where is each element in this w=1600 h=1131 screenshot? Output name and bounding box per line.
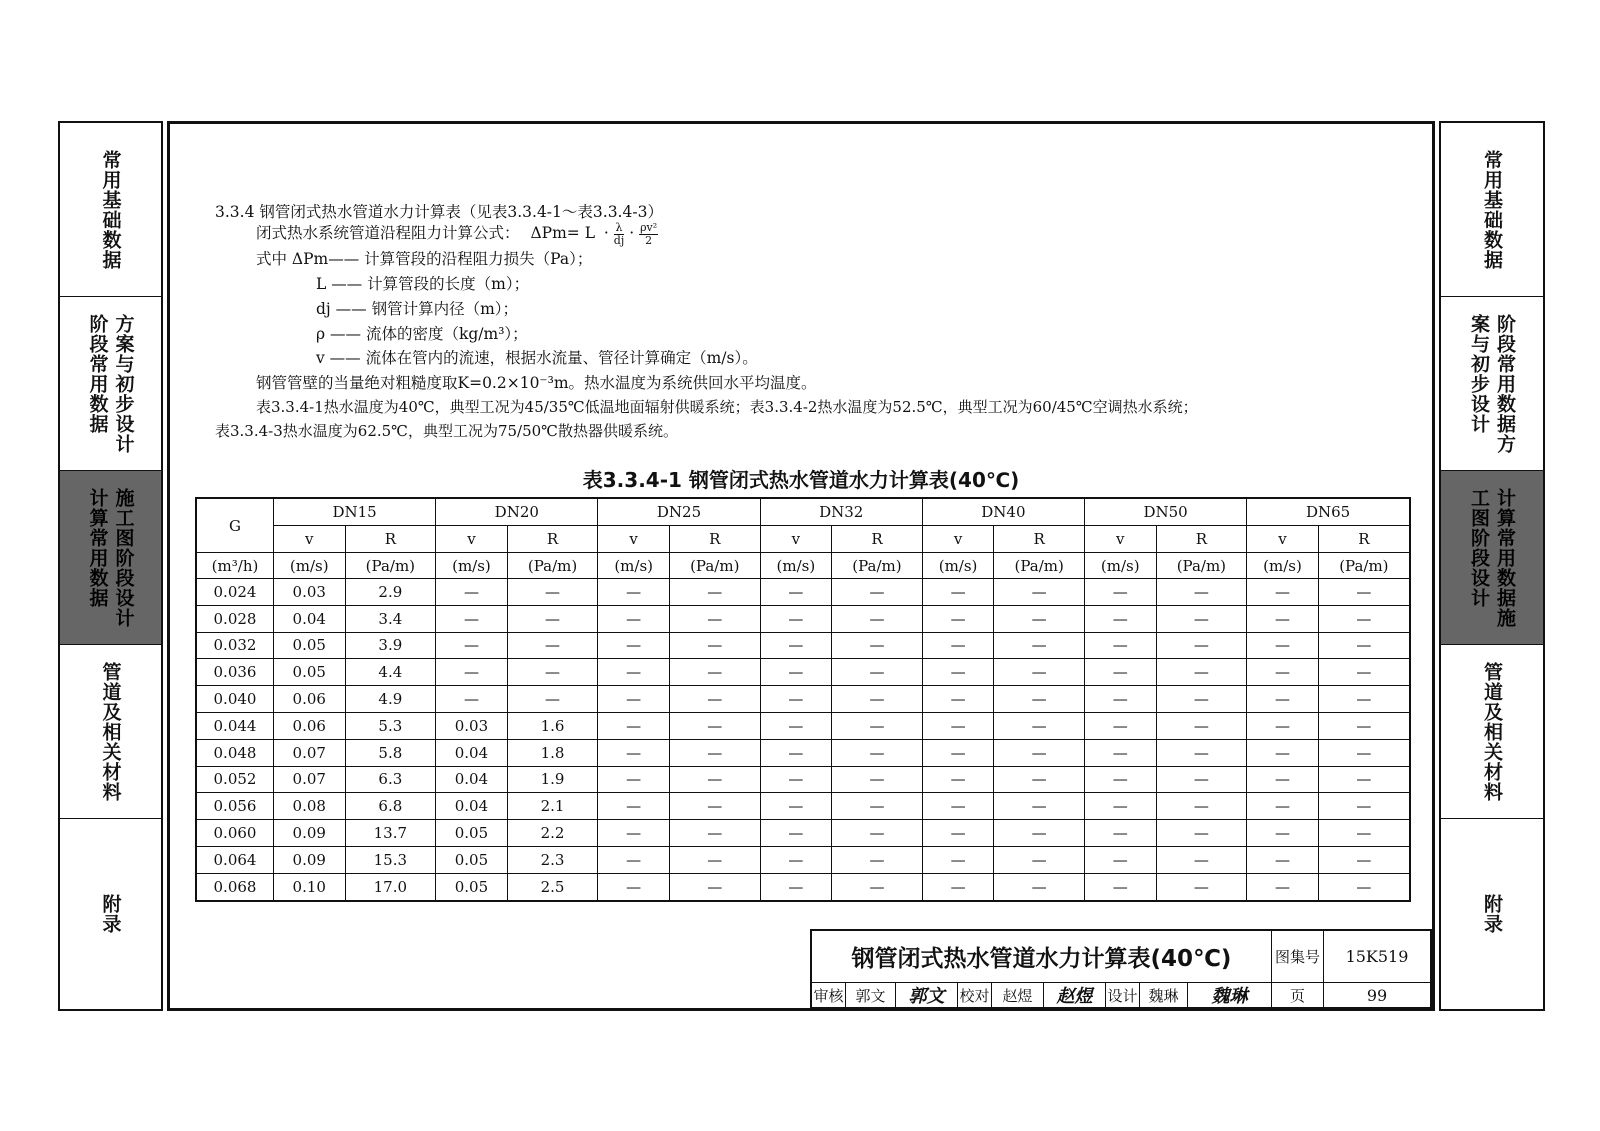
resistance-cell: — <box>994 873 1085 900</box>
velocity-cell: 0.09 <box>274 820 346 847</box>
resistance-cell: 3.9 <box>345 632 436 659</box>
resistance-cell: — <box>994 712 1085 739</box>
resistance-cell: — <box>832 873 923 900</box>
right-tab-2[interactable] <box>1441 297 1543 471</box>
velocity-cell: — <box>922 579 994 606</box>
resistance-cell: — <box>1156 873 1247 900</box>
table-title: 表3.3.4-1 钢管闭式热水管道水力计算表(40℃) <box>582 468 1020 492</box>
velocity-cell: — <box>1085 579 1157 606</box>
velocity-cell: 0.04 <box>274 605 346 632</box>
definition-l: L —— 计算管段的长度（m）； <box>316 275 530 293</box>
resistance-cell: — <box>1156 739 1247 766</box>
right-section-nav <box>1439 121 1545 1011</box>
velocity-cell: — <box>922 605 994 632</box>
left-tab-label: 附录 <box>99 894 122 934</box>
resistance-cell: — <box>1318 793 1410 820</box>
table-row <box>196 846 1410 873</box>
velocity-cell: 0.05 <box>274 632 346 659</box>
resistance-unit: (Pa/m) <box>345 553 436 579</box>
resistance-cell: 1.8 <box>507 739 598 766</box>
velocity-cell: — <box>598 820 670 847</box>
resistance-cell: — <box>669 632 760 659</box>
left-tab-label: 施工图阶段设计计算常用数据 <box>86 487 135 628</box>
resistance-cell: — <box>1318 686 1410 713</box>
atlas-label: 图集号 <box>1272 931 1324 983</box>
velocity-cell: — <box>760 739 832 766</box>
velocity-unit: (m/s) <box>1085 553 1157 579</box>
right-tab-label: 阶段常用数据方案与初步设计 <box>1468 313 1516 454</box>
velocity-cell: 0.05 <box>436 846 508 873</box>
resistance-header: R <box>345 526 436 553</box>
resistance-cell: — <box>507 579 598 606</box>
resistance-cell: — <box>669 659 760 686</box>
flow-cell: 0.052 <box>196 766 274 793</box>
velocity-cell: — <box>598 579 670 606</box>
velocity-header: v <box>760 526 832 553</box>
flow-cell: 0.032 <box>196 632 274 659</box>
resistance-unit: (Pa/m) <box>832 553 923 579</box>
velocity-cell: — <box>598 739 670 766</box>
resistance-cell: 2.3 <box>507 846 598 873</box>
condition-note-2: 表3.3.4-3热水温度为62.5℃，典型工况为75/50℃散热器供暖系统。 <box>215 422 678 440</box>
velocity-cell: — <box>1085 739 1157 766</box>
condition-note-1: 表3.3.4-1热水温度为40℃，典型工况为45/35℃低温地面辐射供暖系统；表3.3.4-2热水温度为52.5℃，典型工况为60/45℃空调热水系统； <box>256 398 1198 416</box>
flow-cell: 0.024 <box>196 579 274 606</box>
velocity-cell: — <box>1085 659 1157 686</box>
resistance-cell: 1.9 <box>507 766 598 793</box>
resistance-cell: — <box>832 605 923 632</box>
checker-name: 赵煜 <box>992 983 1044 1007</box>
velocity-cell: 0.06 <box>274 686 346 713</box>
resistance-header: R <box>507 526 598 553</box>
left-tab-3[interactable] <box>60 471 161 645</box>
velocity-unit: (m/s) <box>922 553 994 579</box>
formula-fraction-dynamic: $\frac{\text{ρv²}}{2}$ <box>640 220 658 247</box>
checker-signature: 赵煜 <box>1044 983 1106 1007</box>
pipe-size-header: DN15 <box>274 498 436 526</box>
resistance-cell: — <box>669 579 760 606</box>
resistance-cell: — <box>669 766 760 793</box>
velocity-cell: — <box>1247 820 1319 847</box>
velocity-cell: — <box>598 605 670 632</box>
title-block <box>810 929 1432 1009</box>
resistance-cell: — <box>832 632 923 659</box>
resistance-cell: — <box>832 846 923 873</box>
velocity-cell: — <box>1247 712 1319 739</box>
formula-intro: 闭式热水系统管道沿程阻力计算公式： <box>256 224 520 242</box>
resistance-cell: — <box>994 846 1085 873</box>
table-row <box>196 739 1410 766</box>
velocity-cell: — <box>1247 793 1319 820</box>
velocity-cell: — <box>760 846 832 873</box>
velocity-cell: 0.09 <box>274 846 346 873</box>
velocity-cell: 0.05 <box>274 659 346 686</box>
resistance-cell: 6.8 <box>345 793 436 820</box>
resistance-cell: — <box>832 739 923 766</box>
velocity-cell: — <box>1247 686 1319 713</box>
resistance-cell: 4.9 <box>345 686 436 713</box>
page-label: 页 <box>1272 983 1324 1007</box>
flow-cell: 0.060 <box>196 820 274 847</box>
resistance-cell: — <box>994 793 1085 820</box>
resistance-cell: — <box>832 793 923 820</box>
formula-line: 闭式热水系统管道沿程阻力计算公式： ΔPm= L · $\frac{\lambda}{dj}$ · $\frac{\text{ρv²}}{2}$ <box>256 220 658 247</box>
velocity-cell: — <box>1247 605 1319 632</box>
resistance-unit: (Pa/m) <box>1156 553 1247 579</box>
velocity-cell: — <box>1247 766 1319 793</box>
resistance-cell: — <box>1156 793 1247 820</box>
resistance-cell: — <box>1156 686 1247 713</box>
resistance-cell: — <box>1318 766 1410 793</box>
resistance-cell: — <box>994 579 1085 606</box>
velocity-header: v <box>922 526 994 553</box>
hydraulic-table <box>195 497 1411 902</box>
resistance-cell: — <box>507 686 598 713</box>
left-tab-label: 常用基础数据 <box>99 149 122 270</box>
velocity-cell: — <box>1085 873 1157 900</box>
velocity-cell: 0.08 <box>274 793 346 820</box>
resistance-cell: 13.7 <box>345 820 436 847</box>
velocity-cell: 0.07 <box>274 766 346 793</box>
table-row <box>196 873 1410 900</box>
velocity-cell: — <box>1085 632 1157 659</box>
definition-dpm: 式中 ΔPm—— 计算管段的沿程阻力损失（Pa）； <box>256 250 593 268</box>
resistance-cell: — <box>994 632 1085 659</box>
right-tab-label: 常用基础数据 <box>1481 149 1503 270</box>
resistance-cell: — <box>669 820 760 847</box>
resistance-header: R <box>994 526 1085 553</box>
velocity-cell: 0.05 <box>436 873 508 900</box>
resistance-cell: — <box>669 873 760 900</box>
velocity-cell: — <box>922 632 994 659</box>
velocity-cell: — <box>922 846 994 873</box>
velocity-cell: — <box>760 793 832 820</box>
flow-cell: 0.028 <box>196 605 274 632</box>
resistance-unit: (Pa/m) <box>507 553 598 579</box>
formula-fraction-lambda: $\frac{\lambda}{dj}$ <box>613 220 625 247</box>
table-row <box>196 605 1410 632</box>
velocity-cell: — <box>1085 766 1157 793</box>
velocity-cell: — <box>598 686 670 713</box>
right-tab-4[interactable] <box>1441 645 1543 819</box>
velocity-cell: — <box>1085 820 1157 847</box>
velocity-cell: — <box>760 873 832 900</box>
resistance-cell: — <box>669 793 760 820</box>
left-tab-5[interactable] <box>60 819 161 1009</box>
review-label: 审核 <box>812 983 846 1007</box>
velocity-cell: — <box>598 766 670 793</box>
resistance-cell: — <box>507 605 598 632</box>
table-row <box>196 766 1410 793</box>
definition-dj: dj —— 钢管计算内径（m）； <box>316 300 519 318</box>
resistance-cell: — <box>832 820 923 847</box>
resistance-cell: — <box>1318 632 1410 659</box>
pipe-size-header: DN20 <box>436 498 598 526</box>
velocity-cell: 0.04 <box>436 739 508 766</box>
page-number: 99 <box>1366 985 1388 1005</box>
resistance-cell: — <box>669 712 760 739</box>
resistance-cell: — <box>669 605 760 632</box>
resistance-cell: — <box>1156 579 1247 606</box>
resistance-cell: — <box>1318 846 1410 873</box>
flow-cell: 0.048 <box>196 739 274 766</box>
roughness-note: 钢管管壁的当量绝对粗糙度取K=0.2×10⁻³m。热水温度为系统供回水平均温度。 <box>256 374 817 392</box>
table-row <box>196 579 1410 606</box>
right-tab-3[interactable] <box>1441 471 1543 645</box>
velocity-cell: — <box>760 820 832 847</box>
velocity-header: v <box>1247 526 1319 553</box>
resistance-cell: — <box>1318 739 1410 766</box>
velocity-cell: — <box>1247 659 1319 686</box>
resistance-cell: — <box>832 766 923 793</box>
pipe-size-header: DN50 <box>1085 498 1247 526</box>
reviewer-name: 郭文 <box>846 983 896 1007</box>
left-tab-4[interactable] <box>60 645 161 819</box>
resistance-cell: — <box>1156 605 1247 632</box>
pipe-size-header: DN32 <box>760 498 922 526</box>
resistance-cell: 2.1 <box>507 793 598 820</box>
resistance-header: R <box>832 526 923 553</box>
resistance-cell: 6.3 <box>345 766 436 793</box>
velocity-cell: — <box>1085 712 1157 739</box>
resistance-cell: 2.9 <box>345 579 436 606</box>
velocity-cell: — <box>760 632 832 659</box>
velocity-cell: — <box>1085 846 1157 873</box>
velocity-cell: — <box>1085 686 1157 713</box>
resistance-cell: 3.4 <box>345 605 436 632</box>
velocity-header: v <box>274 526 346 553</box>
definition-rho: ρ —— 流体的密度（kg/m³）； <box>316 325 528 343</box>
resistance-cell: — <box>669 846 760 873</box>
velocity-cell: — <box>598 793 670 820</box>
resistance-cell: — <box>994 766 1085 793</box>
velocity-cell: — <box>760 579 832 606</box>
resistance-cell: — <box>994 820 1085 847</box>
right-tab-1[interactable] <box>1441 123 1543 297</box>
velocity-cell: — <box>1247 632 1319 659</box>
velocity-cell: — <box>1085 605 1157 632</box>
flow-column-header: G <box>196 498 274 553</box>
resistance-cell: — <box>1318 712 1410 739</box>
velocity-cell: — <box>436 632 508 659</box>
velocity-cell: — <box>760 605 832 632</box>
resistance-cell: — <box>994 686 1085 713</box>
reviewer-signature: 郭文 <box>896 983 958 1007</box>
right-tab-5[interactable] <box>1441 819 1543 1009</box>
velocity-header: v <box>436 526 508 553</box>
velocity-cell: — <box>760 712 832 739</box>
resistance-header: R <box>1156 526 1247 553</box>
velocity-unit: (m/s) <box>760 553 832 579</box>
table-row <box>196 686 1410 713</box>
section-heading: 3.3.4 钢管闭式热水管道水力计算表（见表3.3.4-1～表3.3.4-3） <box>215 203 663 221</box>
velocity-cell: — <box>922 686 994 713</box>
velocity-cell: — <box>598 712 670 739</box>
resistance-header: R <box>669 526 760 553</box>
velocity-cell: — <box>1247 579 1319 606</box>
velocity-cell: 0.04 <box>436 766 508 793</box>
atlas-number: 15K519 <box>1324 931 1430 983</box>
check-label: 校对 <box>958 983 992 1007</box>
resistance-cell: — <box>1156 846 1247 873</box>
resistance-cell: — <box>1318 820 1410 847</box>
resistance-cell: 2.2 <box>507 820 598 847</box>
resistance-cell: — <box>669 739 760 766</box>
resistance-cell: — <box>507 659 598 686</box>
velocity-cell: — <box>598 659 670 686</box>
resistance-cell: 5.3 <box>345 712 436 739</box>
resistance-cell: 15.3 <box>345 846 436 873</box>
velocity-cell: — <box>1247 846 1319 873</box>
velocity-cell: — <box>760 659 832 686</box>
table-row <box>196 712 1410 739</box>
resistance-cell: 2.5 <box>507 873 598 900</box>
table-row <box>196 820 1410 847</box>
velocity-cell: — <box>760 766 832 793</box>
resistance-cell: 1.6 <box>507 712 598 739</box>
pipe-size-header: DN40 <box>922 498 1084 526</box>
velocity-cell: 0.07 <box>274 739 346 766</box>
designer-signature: 魏琳 <box>1188 983 1272 1007</box>
resistance-cell: 4.4 <box>345 659 436 686</box>
left-tab-2[interactable] <box>60 297 161 471</box>
velocity-cell: 0.06 <box>274 712 346 739</box>
design-label: 设计 <box>1106 983 1140 1007</box>
table-row <box>196 659 1410 686</box>
resistance-cell: — <box>669 686 760 713</box>
velocity-cell: — <box>1247 739 1319 766</box>
velocity-cell: 0.03 <box>274 579 346 606</box>
flow-cell: 0.064 <box>196 846 274 873</box>
left-tab-label: 管道及相关材料 <box>99 661 122 802</box>
velocity-cell: 0.05 <box>436 820 508 847</box>
resistance-unit: (Pa/m) <box>1318 553 1410 579</box>
resistance-cell: — <box>1318 605 1410 632</box>
resistance-cell: — <box>832 686 923 713</box>
velocity-cell: — <box>436 579 508 606</box>
velocity-cell: — <box>922 873 994 900</box>
velocity-header: v <box>1085 526 1157 553</box>
velocity-header: v <box>598 526 670 553</box>
velocity-unit: (m/s) <box>1247 553 1319 579</box>
resistance-cell: — <box>994 739 1085 766</box>
table-row <box>196 632 1410 659</box>
velocity-cell: — <box>1247 873 1319 900</box>
resistance-cell: — <box>1156 820 1247 847</box>
definition-v: v —— 流体在管内的流速，根据水流量、管径计算确定（m/s）。 <box>316 349 758 367</box>
resistance-cell: — <box>832 579 923 606</box>
drawing-frame <box>167 121 1435 1011</box>
velocity-cell: — <box>922 739 994 766</box>
right-tab-label: 计算常用数据施工图阶段设计 <box>1468 487 1516 628</box>
left-section-nav <box>58 121 163 1011</box>
left-tab-1[interactable] <box>60 123 161 297</box>
right-tab-label: 管道及相关材料 <box>1481 661 1503 802</box>
velocity-cell: — <box>436 686 508 713</box>
resistance-cell: — <box>832 659 923 686</box>
title-block-title: 钢管闭式热水管道水力计算表(40℃) <box>812 931 1272 983</box>
flow-cell: 0.036 <box>196 659 274 686</box>
velocity-cell: — <box>922 820 994 847</box>
resistance-cell: — <box>1318 659 1410 686</box>
flow-cell: 0.068 <box>196 873 274 900</box>
velocity-cell: — <box>436 605 508 632</box>
pipe-size-header: DN65 <box>1247 498 1410 526</box>
resistance-unit: (Pa/m) <box>994 553 1085 579</box>
resistance-cell: — <box>1156 632 1247 659</box>
resistance-cell: — <box>832 712 923 739</box>
velocity-unit: (m/s) <box>274 553 346 579</box>
resistance-cell: — <box>1156 766 1247 793</box>
table-row <box>196 793 1410 820</box>
velocity-cell: 0.04 <box>436 793 508 820</box>
flow-unit: (m³/h) <box>196 553 274 579</box>
velocity-cell: — <box>760 686 832 713</box>
velocity-cell: — <box>598 873 670 900</box>
flow-cell: 0.056 <box>196 793 274 820</box>
resistance-cell: — <box>1318 873 1410 900</box>
resistance-cell: — <box>1156 712 1247 739</box>
resistance-cell: 5.8 <box>345 739 436 766</box>
velocity-cell: — <box>922 766 994 793</box>
velocity-cell: — <box>436 659 508 686</box>
left-tab-label: 方案与初步设计阶段常用数据 <box>86 313 135 454</box>
velocity-cell: 0.03 <box>436 712 508 739</box>
pipe-size-header: DN25 <box>598 498 760 526</box>
velocity-unit: (m/s) <box>598 553 670 579</box>
resistance-cell: — <box>1156 659 1247 686</box>
resistance-cell: — <box>507 632 598 659</box>
velocity-cell: 0.10 <box>274 873 346 900</box>
right-tab-label: 附录 <box>1481 894 1503 934</box>
velocity-cell: — <box>922 712 994 739</box>
designer-name: 魏琳 <box>1140 983 1188 1007</box>
resistance-header: R <box>1318 526 1410 553</box>
velocity-cell: — <box>922 659 994 686</box>
velocity-cell: — <box>598 632 670 659</box>
velocity-cell: — <box>1085 793 1157 820</box>
flow-cell: 0.040 <box>196 686 274 713</box>
flow-cell: 0.044 <box>196 712 274 739</box>
formula-lhs: ΔPm= L <box>530 224 595 242</box>
resistance-cell: — <box>994 605 1085 632</box>
resistance-unit: (Pa/m) <box>669 553 760 579</box>
velocity-cell: — <box>598 846 670 873</box>
resistance-cell: 17.0 <box>345 873 436 900</box>
resistance-cell: — <box>1318 579 1410 606</box>
velocity-unit: (m/s) <box>436 553 508 579</box>
resistance-cell: — <box>994 659 1085 686</box>
velocity-cell: — <box>922 793 994 820</box>
